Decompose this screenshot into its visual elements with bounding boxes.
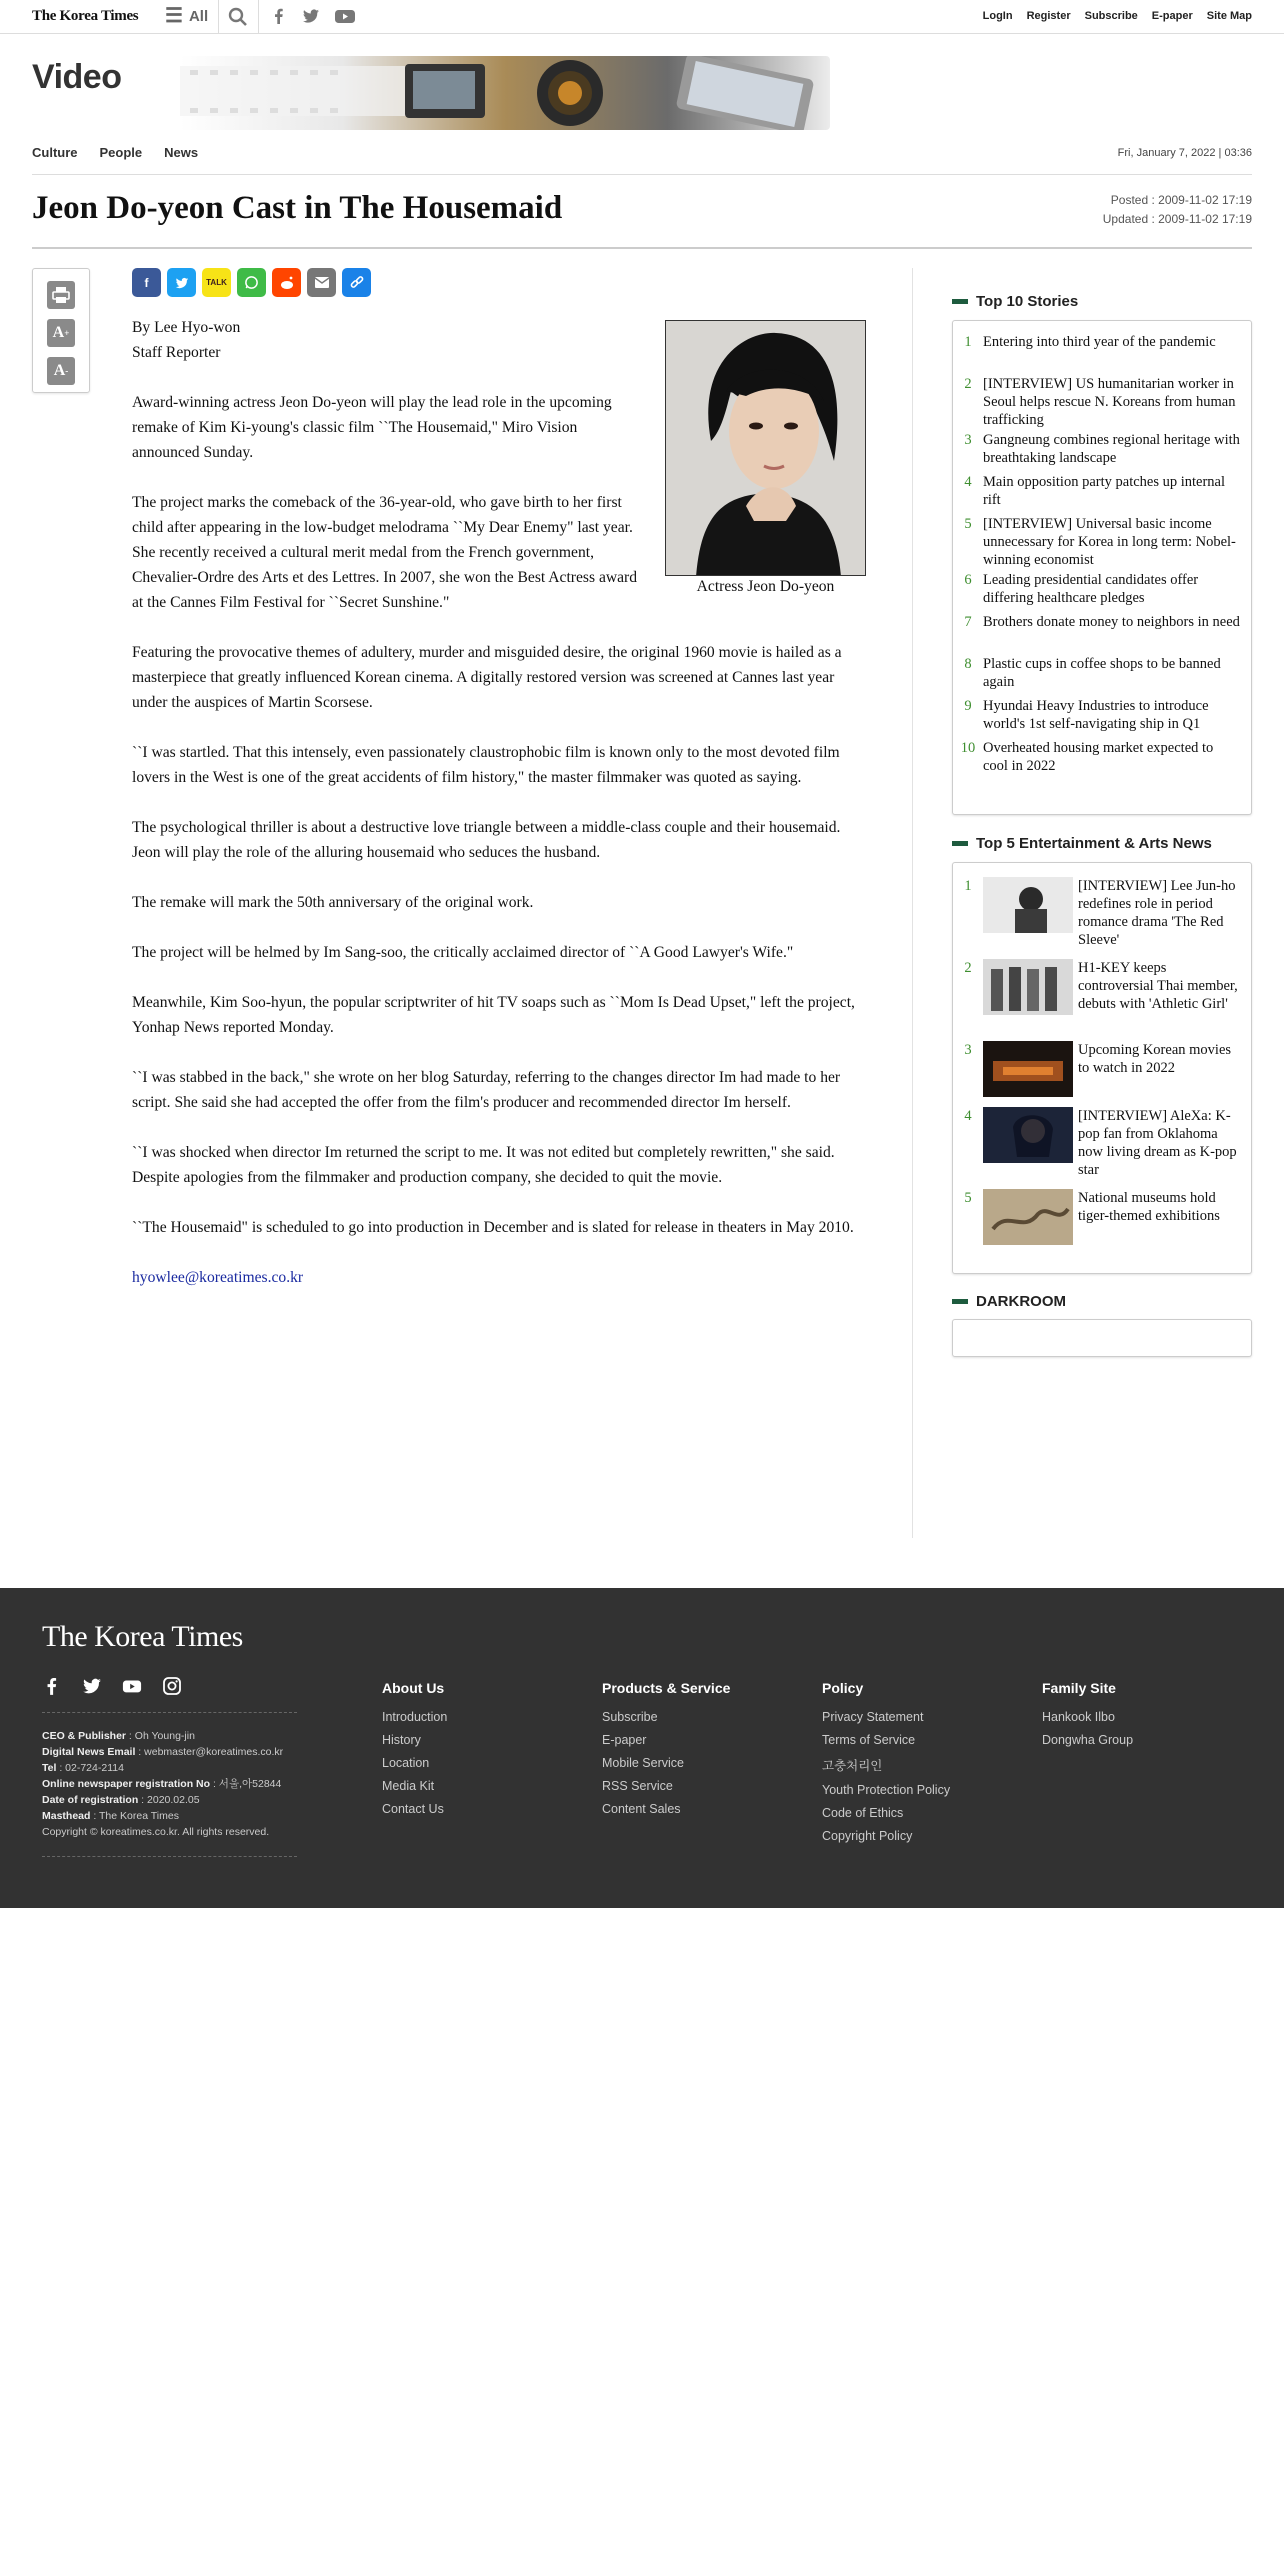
site-footer (0, 1588, 1284, 1908)
footer-link[interactable]: Contact Us (382, 1802, 444, 1816)
story-title: Main opposition party patches up internal rift (983, 474, 1226, 508)
footer-link[interactable]: Content Sales (602, 1802, 681, 1816)
twitter-share-icon[interactable] (167, 268, 196, 297)
story-item[interactable] (953, 375, 1251, 431)
top10-heading (952, 293, 1078, 310)
footer-company-info: CEO & Publisher : Oh Young-jin Digital News Email : webmaster@koreatimes.co.kr Tel : 02-724-2114 Online newspaper registration No : 서울,아52844 Date of registration : 2020.02.05 Masthead : The Korea Times Copyright © koreatimes.co.kr. All rights reserved. (42, 1730, 284, 1838)
footer-link[interactable]: Privacy Statement (822, 1710, 924, 1724)
twitter-icon[interactable] (82, 1676, 102, 1696)
top5-list (952, 862, 1252, 1274)
article-paragraph: The project will be helmed by Im Sang-soo, the critically acclaimed director of ``A Good Lawyer's Wife." (132, 944, 794, 961)
rank-number: 6 (964, 572, 972, 588)
section-banner-image (180, 56, 830, 130)
footer-link[interactable]: Copyright Policy (822, 1829, 913, 1843)
footer-link[interactable]: Dongwha Group (1042, 1733, 1134, 1747)
story-title: [INTERVIEW] US humanitarian worker in Seoul helps rescue N. Koreans from human trafficking (983, 376, 1236, 428)
footer-link[interactable]: E-paper (602, 1733, 647, 1747)
story-thumbnail (983, 1041, 1073, 1097)
footer-link[interactable]: Mobile Service (602, 1756, 684, 1770)
article-paragraph: ``I was stabbed in the back," she wrote on her blog Saturday, referring to the changes director Im had made to her script. She said she had accepted the offer from the film's producer and recommended director Im herself. (132, 1069, 841, 1111)
entertainment-item[interactable] (953, 877, 1251, 959)
footer-link[interactable]: RSS Service (602, 1779, 673, 1793)
article-paragraph: ``I was startled. That this intensely, even passionately claustrophobic film is known only to the most devoted film lovers in the West is one of the great accidents of film history," the master filmmaker was quoted as saying. (132, 744, 840, 786)
entertainment-item[interactable] (953, 1189, 1251, 1255)
copyright: Copyright © koreatimes.co.kr. All rights reserved. (42, 1826, 270, 1838)
article-headline: Jeon Do-yeon Cast in The Housemaid (32, 190, 563, 226)
top-bar (0, 0, 1284, 34)
all-menu-label: All (188, 7, 209, 25)
story-item[interactable] (953, 515, 1251, 571)
top5-title: Top 5 Entertainment & Arts News (976, 835, 1212, 852)
updated-date: Updated : 2009-11-02 17:19 (1102, 212, 1252, 226)
story-item[interactable] (953, 431, 1251, 473)
info-label: Online newspaper registration No (42, 1778, 211, 1790)
story-title: [INTERVIEW] Lee Jun-ho redefines role in period romance drama 'The Red Sleeve' (1078, 878, 1236, 948)
story-title: H1-KEY keeps controversial Thai member, debuts with 'Athletic Girl' (1078, 960, 1238, 1012)
info-label: CEO & Publisher (42, 1730, 127, 1742)
heading-accent-bar (952, 299, 968, 304)
rank-number: 2 (964, 376, 972, 392)
footer-column-title: Policy (822, 1680, 864, 1696)
facebook-icon[interactable] (42, 1676, 62, 1696)
story-thumbnail (983, 959, 1073, 1015)
footer-link[interactable]: Code of Ethics (822, 1806, 904, 1820)
info-value: 2020.02.05 (147, 1794, 200, 1806)
site-logo[interactable]: The Korea Times (32, 8, 139, 24)
byline (132, 315, 872, 365)
footer-column-title: Products & Service (602, 1680, 731, 1696)
divider (218, 0, 219, 34)
section-title[interactable]: Video (32, 58, 122, 96)
rank-number: 10 (960, 740, 976, 756)
rank-number: 2 (964, 960, 972, 976)
divider (42, 1856, 297, 1857)
footer-link[interactable]: 고충처리인 (822, 1759, 883, 1773)
story-title: National museums hold tiger-themed exhibitions (1078, 1190, 1220, 1224)
footer-link[interactable]: Introduction (382, 1710, 448, 1724)
story-title: Hyundai Heavy Industries to introduce world's 1st self-navigating ship in Q1 (983, 698, 1209, 732)
twitter-icon[interactable] (302, 7, 320, 25)
article-paragraph: The psychological thriller is about a destructive love triangle between a middle-class couple and their housemaid. Jeon will play the role of the alluring housemaid who seduces the husband. (132, 819, 841, 861)
darkroom-heading (952, 1293, 1066, 1310)
info-label: Tel (42, 1762, 57, 1774)
footer-column-products (602, 1680, 730, 1825)
entertainment-item[interactable] (953, 1041, 1251, 1107)
top10-title: Top 10 Stories (976, 293, 1079, 310)
rank-number: 4 (964, 474, 972, 490)
footer-link[interactable]: Terms of Service (822, 1733, 916, 1747)
facebook-icon[interactable] (270, 7, 288, 25)
instagram-icon[interactable] (162, 1676, 182, 1696)
youtube-icon[interactable] (122, 1676, 142, 1696)
article-paragraph: The project marks the comeback of the 36-year-old, who gave birth to her first child after appearing in the low-budget melodrama ``My Dear Enemy" last year. She recently received a cultural merit medal from the French government, Chevalier-Ordre des Arts et des Lettres. In 2007, she won the Best Actress award at the Cannes Film Festival for ``Secret Sunshine." (132, 494, 638, 611)
footer-link[interactable]: History (382, 1733, 421, 1747)
divider (32, 247, 1252, 249)
story-title: [INTERVIEW] AleXa: K-pop fan from Oklahoma now living dream as K-pop star (1078, 1108, 1237, 1178)
font-decrease-icon[interactable]: A - (47, 357, 75, 385)
info-value: Oh Young-jin (134, 1730, 195, 1742)
story-item[interactable] (953, 571, 1251, 613)
story-item[interactable] (953, 333, 1251, 375)
article-paragraph: ``The Housemaid" is scheduled to go into production in December and is slated for release in theaters in May 2010. (132, 1219, 854, 1236)
article-paragraph: Award-winning actress Jeon Do-yeon will play the lead role in the upcoming remake of Kim Ki-young's classic film ``The Housemaid," Miro Vision announced Sunday. (132, 394, 612, 461)
info-label: Masthead (42, 1810, 91, 1822)
article-paragraph: Meanwhile, Kim Soo-hyun, the popular scriptwriter of hit TV soaps such as ``Mom Is Dead Upset," left the project, Yonhap News reported Monday. (132, 994, 855, 1036)
entertainment-item[interactable] (953, 1107, 1251, 1189)
story-item[interactable] (953, 613, 1251, 655)
rank-number: 1 (964, 334, 972, 350)
footer-link[interactable]: Media Kit (382, 1779, 435, 1793)
story-title: Gangneung combines regional heritage with breathtaking landscape (983, 432, 1240, 466)
font-increase-icon[interactable]: A + (47, 319, 75, 347)
heading-accent-bar (952, 841, 968, 846)
footer-social-links (42, 1676, 182, 1696)
story-title: Leading presidential candidates offer differing healthcare pledges (983, 572, 1199, 606)
subnav-news[interactable]: News (164, 145, 199, 160)
search-icon[interactable] (228, 7, 250, 27)
story-title: Upcoming Korean movies to watch in 2022 (1078, 1042, 1232, 1076)
top-social-links (270, 7, 356, 25)
top-links (983, 10, 1252, 22)
footer-logo[interactable]: The Korea Times (42, 1620, 243, 1653)
top10-list (952, 320, 1252, 815)
rank-number: 5 (964, 516, 972, 532)
story-title: Brothers donate money to neighbors in need (983, 614, 1240, 630)
rank-number: 7 (964, 614, 972, 630)
story-item[interactable] (953, 697, 1251, 739)
login-link[interactable]: LogIn (982, 10, 1013, 22)
register-link[interactable]: Register (1026, 10, 1071, 22)
divider (32, 174, 1252, 175)
footer-link[interactable]: Youth Protection Policy (822, 1783, 951, 1797)
whatsapp-share-icon[interactable] (237, 268, 266, 297)
subnav-people[interactable]: People (99, 145, 143, 160)
kakaotalk-share-icon[interactable]: TALK (202, 268, 231, 297)
divider (42, 1712, 297, 1713)
info-value: 02-724-2114 (65, 1762, 124, 1774)
story-thumbnail (983, 877, 1073, 933)
footer-column-about (382, 1680, 447, 1825)
rank-number: 3 (964, 432, 972, 448)
rank-number: 3 (964, 1042, 972, 1058)
story-title: [INTERVIEW] Universal basic income unnecessary for Korea in long term: Nobel-winning economist (983, 516, 1236, 568)
story-item[interactable] (953, 655, 1251, 697)
footer-link[interactable]: Subscribe (602, 1710, 658, 1724)
info-label: Date of registration (42, 1794, 139, 1806)
epaper-link[interactable]: E-paper (1151, 10, 1193, 22)
footer-link[interactable]: Hankook Ilbo (1042, 1710, 1115, 1724)
top5-heading (952, 835, 1212, 852)
story-item[interactable] (953, 473, 1251, 515)
darkroom-box (952, 1319, 1252, 1357)
article-timestamps (1103, 191, 1252, 229)
rank-number: 1 (964, 878, 972, 894)
rank-number: 8 (964, 656, 972, 672)
divider (258, 0, 259, 34)
info-label: Digital News Email (42, 1746, 136, 1758)
author-email-link[interactable]: hyowlee@koreatimes.co.kr (132, 1269, 304, 1286)
column-divider (912, 268, 913, 1538)
facebook-share-icon[interactable]: f (132, 268, 161, 297)
posted-date: Posted : 2009-11-02 17:19 (1110, 193, 1252, 207)
rank-number: 9 (964, 698, 972, 714)
all-menu-button[interactable] (165, 7, 208, 25)
author-role: Staff Reporter (132, 344, 221, 361)
article-paragraph: The remake will mark the 50th anniversary of the original work. (132, 894, 534, 911)
reddit-share-icon[interactable] (272, 268, 301, 297)
share-buttons (132, 268, 371, 297)
print-icon[interactable] (47, 281, 75, 309)
story-title: Plastic cups in coffee shops to be banned again (983, 656, 1221, 690)
article-paragraph: ``I was shocked when director Im returned the script to me. It was not edited but completely rewritten," she said. Despite apologies from the filmmaker and production company, she decided to quit the movie. (132, 1144, 835, 1186)
footer-link[interactable]: Location (382, 1756, 430, 1770)
info-value[interactable]: webmaster@koreatimes.co.kr (144, 1746, 284, 1758)
rank-number: 4 (964, 1108, 972, 1124)
rank-number: 5 (964, 1190, 972, 1206)
current-date: Fri, January 7, 2022 | 03:36 (1117, 147, 1252, 159)
author-name: By Lee Hyo-won (132, 319, 241, 336)
entertainment-item[interactable] (953, 959, 1251, 1041)
footer-column-policy (822, 1680, 950, 1852)
copy-link-icon[interactable] (342, 268, 371, 297)
article-paragraph: Featuring the provocative themes of adultery, murder and misguided desire, the original 1960 movie is hailed as a masterpiece that greatly influenced Korean cinema. A digitally restored version was screened at Cannes last year under the auspices of Martin Scorsese. (132, 644, 842, 711)
article-body (132, 315, 872, 1315)
youtube-icon[interactable] (334, 7, 356, 25)
footer-column-title: Family Site (1042, 1680, 1116, 1696)
subscribe-link[interactable]: Subscribe (1084, 10, 1138, 22)
story-thumbnail (983, 1107, 1073, 1163)
footer-column-title: About Us (382, 1680, 445, 1696)
sitemap-link[interactable]: Site Map (1206, 10, 1252, 22)
darkroom-title: DARKROOM (976, 1293, 1066, 1310)
story-item[interactable] (953, 739, 1251, 781)
heading-accent-bar (952, 1299, 968, 1304)
story-title: Overheated housing market expected to cool in 2022 (983, 740, 1214, 774)
story-thumbnail (983, 1189, 1073, 1245)
story-title: Entering into third year of the pandemic (983, 334, 1216, 350)
section-subnav (32, 145, 198, 160)
footer-column-family (1042, 1680, 1133, 1756)
hamburger-icon: ☰ (165, 5, 183, 27)
info-value: 서울,아52844 (218, 1778, 282, 1790)
photo-caption: Actress Jeon Do-yeon (696, 578, 835, 595)
email-share-icon[interactable] (307, 268, 336, 297)
info-value: The Korea Times (99, 1810, 179, 1822)
subnav-culture[interactable]: Culture (32, 145, 78, 160)
article-tools (32, 268, 90, 393)
